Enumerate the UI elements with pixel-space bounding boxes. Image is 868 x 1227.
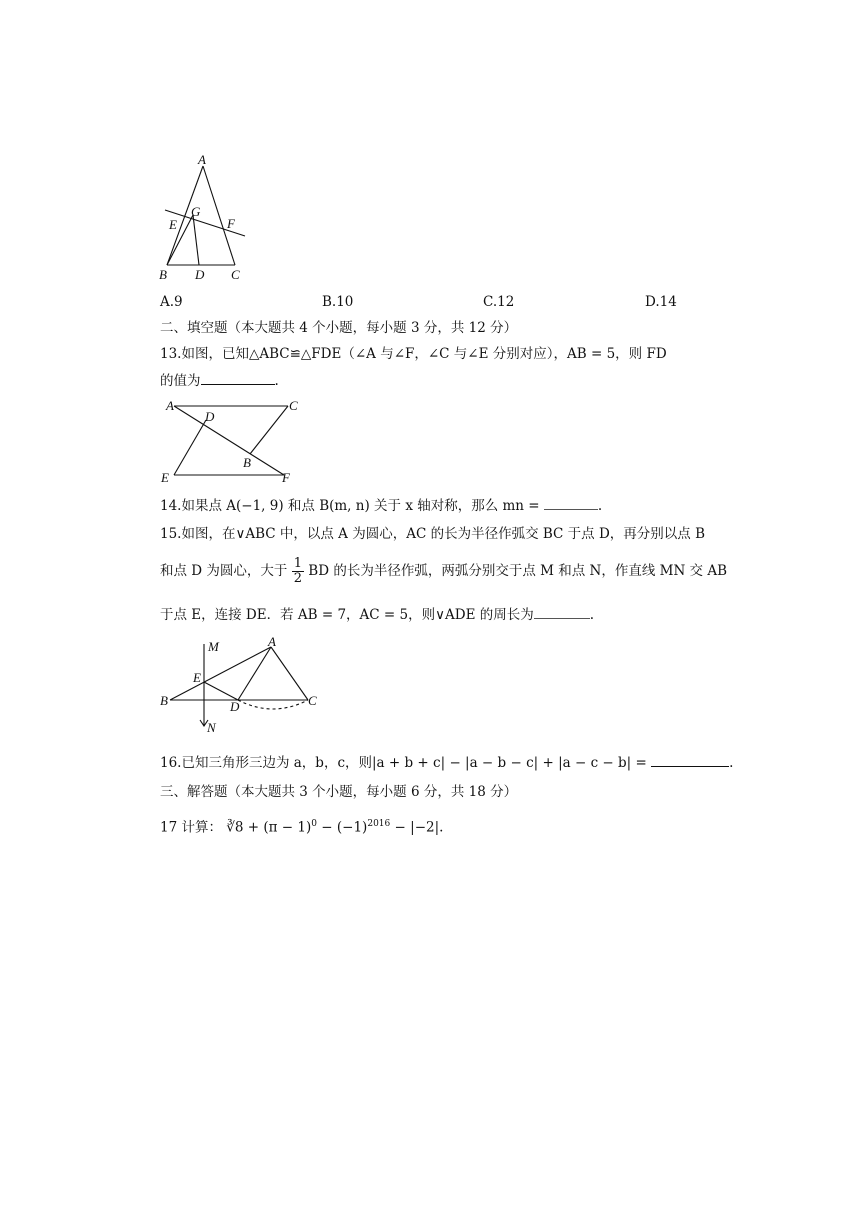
answer-blank-15[interactable] <box>534 604 590 619</box>
label-B: B <box>159 267 167 282</box>
label-B: B <box>160 693 168 708</box>
parallelogram-figure-q13 <box>160 395 310 485</box>
question-14-period: . <box>597 498 603 514</box>
option-a: A.9 <box>160 294 183 310</box>
question-13-period: . <box>274 373 279 389</box>
option-c: C.12 <box>483 294 515 310</box>
section-header-solutions: 三、解答题（本大题共 3 个小题，每小题 6 分，共 18 分） <box>160 784 518 800</box>
label-C: C <box>231 267 240 282</box>
question-15-part-a: 和点 D 为圆心，大于 <box>160 563 288 579</box>
label-G: G <box>191 204 201 219</box>
section-header-fill-in: 二、填空题（本大题共 4 个小题，每小题 3 分，共 12 分） <box>160 320 518 336</box>
option-d: D.14 <box>645 294 677 310</box>
question-17-prefix: 17 计算： <box>160 819 222 836</box>
question-15-line3 <box>160 604 594 625</box>
label-B: B <box>243 455 251 470</box>
label-F: F <box>227 216 235 231</box>
question-14-text: 14.如果点 A(−1, 9) 和点 B(m, n) 关于 x 轴对称，那么 mn = <box>160 498 540 514</box>
option-b: B.10 <box>322 294 354 310</box>
question-13-line2 <box>160 370 279 391</box>
exponent-zero: 0 <box>311 819 317 829</box>
answer-blank-16[interactable] <box>651 752 729 767</box>
expression-part-a: ∛8 + (π − 1) <box>226 819 312 836</box>
question-15-period: . <box>589 607 595 623</box>
question-14 <box>160 495 602 516</box>
label-M: M <box>208 639 219 654</box>
label-N: N <box>207 720 216 735</box>
fraction-denominator: 2 <box>293 571 302 586</box>
label-D: D <box>205 409 215 424</box>
question-15-line2 <box>160 557 727 586</box>
label-E: E <box>161 470 169 485</box>
label-C: C <box>308 693 317 708</box>
label-D: D <box>195 267 205 282</box>
label-E: E <box>169 217 177 232</box>
answer-blank-13[interactable] <box>201 370 275 385</box>
question-16 <box>160 752 733 773</box>
triangle-figure-q12 <box>155 150 255 285</box>
answer-blank-14[interactable] <box>544 495 598 510</box>
question-17 <box>160 814 443 838</box>
label-E: E <box>193 670 201 685</box>
question-13-prompt: 的值为 <box>160 373 201 389</box>
fraction-numerator: 1 <box>293 556 302 571</box>
triangle-construction-figure-q15 <box>160 634 330 738</box>
label-F: F <box>282 470 290 485</box>
question-16-text: 16.已知三角形三边为 a，b，c，则|a + b + c| − |a − b − c| + |a − c − b| = <box>160 755 647 771</box>
expression-part-c: − |−2|. <box>390 819 444 836</box>
label-A: A <box>268 634 276 649</box>
fraction-one-half <box>292 557 304 586</box>
question-15-line1: 15.如图，在∨ABC 中，以点 A 为圆心，AC 的长为半径作弧交 BC 于点 D，再分别以点 B <box>160 526 706 542</box>
label-D: D <box>230 699 240 714</box>
question-15-prompt: 于点 E，连接 DE．若 AB = 7，AC = 5，则∨ADE 的周长为 <box>160 607 534 623</box>
question-16-period: . <box>729 755 734 771</box>
expression-part-b: − (−1) <box>317 819 368 836</box>
question-13-line1: 13.如图，已知△ABC≌△FDE（∠A 与∠F，∠C 与∠E 分别对应），AB = 5，则 FD <box>160 346 667 362</box>
label-C: C <box>289 398 298 413</box>
exponent-2016: 2016 <box>367 819 391 829</box>
label-A: A <box>198 152 206 167</box>
label-A: A <box>166 398 174 413</box>
question-15-part-b: BD 的长为半径作弧，两弧分别交于点 M 和点 N，作直线 MN 交 AB <box>308 563 728 579</box>
